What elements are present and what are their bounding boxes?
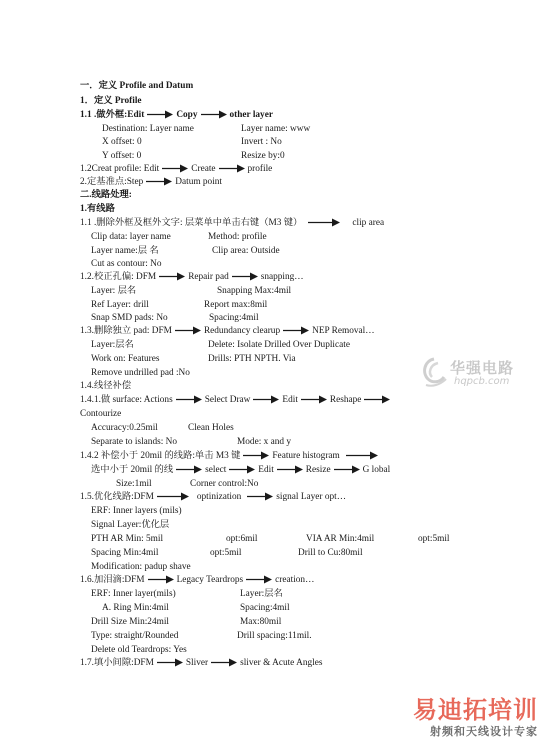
watermark-url: hqpcb.com xyxy=(454,376,510,387)
line-text: Copy xyxy=(176,110,198,120)
subsection-heading-2-1: 1.有线路 xyxy=(80,204,115,214)
section-heading-2: 二.线路处理: xyxy=(80,190,132,200)
line-text: sliver & Acute Angles xyxy=(240,658,323,668)
line-1-5-opt xyxy=(80,491,346,503)
hqpcb-swirl-icon xyxy=(420,357,448,389)
param-layer-name: Layer name: www xyxy=(241,124,311,134)
line-text: signal Layer opt… xyxy=(276,492,347,502)
arrow-right-icon xyxy=(301,395,327,404)
param-spacing-min: Spacing Min:4mil xyxy=(91,548,159,558)
line-text: 2.定基准点:Step xyxy=(80,177,144,187)
line-text: 1.1 .做外框:Edit xyxy=(80,110,145,120)
arrow-right-icon xyxy=(253,395,279,404)
arrow-right-icon xyxy=(277,465,303,474)
param-via-ar: VIA AR Min:4mil xyxy=(306,534,375,544)
line-text: creation… xyxy=(275,575,315,585)
line-1-7-sliver xyxy=(80,657,322,669)
watermark-title: 易迪拓培训 xyxy=(413,696,538,724)
param-remove-undrilled: Remove undrilled pad :No xyxy=(91,368,190,378)
param-layer: Layer: 层名 xyxy=(91,286,137,296)
line-text: Reshape xyxy=(329,395,362,405)
line-text: G lobal xyxy=(362,465,391,475)
arrow-right-icon xyxy=(229,465,255,474)
line-text: Redundancy clearup xyxy=(203,326,281,336)
line-text: Resize xyxy=(305,465,331,475)
param-layer: Layer:层名 xyxy=(240,589,283,599)
param-y-offset: Y offset: 0 xyxy=(102,151,142,161)
line-text: Edit xyxy=(258,465,274,475)
param-spacing-opt: opt:5mil xyxy=(210,548,242,558)
line-text: Select Draw xyxy=(204,395,251,405)
subsection-heading-1-1: 1．定义 Profile xyxy=(80,96,142,106)
param-delete-old: Delete old Teardrops: Yes xyxy=(91,645,187,655)
arrow-right-icon xyxy=(243,451,269,460)
param-ref-layer: Ref Layer: drill xyxy=(91,300,149,310)
line-text: other layer xyxy=(229,110,273,120)
line-text: clip area xyxy=(352,218,385,228)
line-text: 1.1 .删除外框及框外文字: 层菜单中单击右键（M3 键） xyxy=(80,218,303,228)
arrow-right-icon xyxy=(159,272,185,281)
param-resize: Resize by:0 xyxy=(241,151,285,161)
arrow-right-icon xyxy=(219,164,245,173)
line-2-datum xyxy=(80,176,222,188)
line-1-4-2-histogram xyxy=(80,450,381,462)
watermark-subtitle: 射频和天线设计专家 xyxy=(430,725,538,738)
line-text: 1.7.填小间隙:DFM xyxy=(80,658,154,668)
param-clip-area: Clip area: Outside xyxy=(212,246,280,256)
param-invert: Invert : No xyxy=(241,137,282,147)
line-text: Sliver xyxy=(185,658,209,668)
line-text: NEP Removal… xyxy=(312,326,375,336)
line-text: Datum point xyxy=(175,177,223,187)
arrow-right-icon xyxy=(176,465,202,474)
watermark-title: 华强电路 xyxy=(450,359,515,377)
param-accuracy: Accuracy:0.25mil xyxy=(91,423,158,433)
line-1-3-nep xyxy=(80,325,375,337)
line-1-1-clip xyxy=(80,217,384,229)
param-layer: Layer:层名 xyxy=(91,340,134,350)
param-drill-size-max: Max:80mil xyxy=(240,617,282,627)
param-erf-inner: ERF: Inner layer(mils) xyxy=(91,589,176,599)
param-size: Size:1mil xyxy=(116,479,152,489)
param-snapping-max: Snapping Max:4mil xyxy=(217,286,292,296)
line-select-resize xyxy=(91,464,390,476)
param-mode: Mode: x and y xyxy=(237,437,291,447)
param-drills: Drills: PTH NPTH. Via xyxy=(208,354,296,364)
param-spacing: Spacing:4mil xyxy=(209,313,259,323)
param-pth-opt: opt:6mil xyxy=(226,534,258,544)
arrow-right-icon xyxy=(308,218,340,227)
param-clip-data: Clip data: layer name xyxy=(91,232,171,242)
arrow-right-icon xyxy=(346,451,378,460)
arrow-right-icon xyxy=(146,177,172,186)
line-text: Feature histogram xyxy=(272,451,340,461)
line-text: 1.2Creat profile: Edit xyxy=(80,164,160,174)
param-ring-min: A. Ring Min:4mil xyxy=(102,603,169,613)
arrow-right-icon xyxy=(176,395,202,404)
line-1-1-frame xyxy=(80,109,273,121)
param-x-offset: X offset: 0 xyxy=(102,137,142,147)
arrow-right-icon xyxy=(157,492,189,501)
watermark-edatop xyxy=(383,690,538,745)
param-spacing: Spacing:4mil xyxy=(240,603,290,613)
line-1-2-snap xyxy=(80,271,304,283)
line-contourize: Contourize xyxy=(80,409,122,419)
line-text: select xyxy=(205,465,227,475)
param-layer-name: Layer name:层 名 xyxy=(91,246,159,256)
param-method: Method: profile xyxy=(208,232,267,242)
param-destination: Destination: Layer name xyxy=(102,124,194,134)
line-text: 1.3.删除独立 pad: DFM xyxy=(80,326,172,336)
param-snap-smd: Snap SMD pads: No xyxy=(91,313,168,323)
param-signal-layer: Signal Layer:优化层 xyxy=(91,520,170,530)
arrow-right-icon xyxy=(334,465,360,474)
param-drill-to-cu: Drill to Cu:80mil xyxy=(298,548,363,558)
param-delete: Delete: Isolate Drilled Over Duplicate xyxy=(208,340,350,350)
arrow-right-icon xyxy=(175,326,201,335)
line-text: 选中小于 20mil 的线 xyxy=(91,465,174,475)
param-type: Type: straight/Rounded xyxy=(91,631,179,641)
param-clean-holes: Clean Holes xyxy=(188,423,234,433)
arrow-right-icon xyxy=(364,395,390,404)
arrow-right-icon xyxy=(147,110,173,119)
line-text: Edit xyxy=(282,395,298,405)
arrow-right-icon xyxy=(246,575,272,584)
line-text: Repair pad xyxy=(188,272,229,282)
line-text: 1.6.加泪滴:DFM xyxy=(80,575,145,585)
line-1-2-profile xyxy=(80,163,272,175)
param-modification: Modification: padup shave xyxy=(91,562,191,572)
line-text: 1.4.1.做 surface: Actions xyxy=(80,395,173,405)
arrow-right-icon xyxy=(148,575,174,584)
watermark-hqpcb xyxy=(420,355,540,395)
arrow-right-icon xyxy=(201,110,227,119)
param-report-max: Report max:8mil xyxy=(204,300,268,310)
param-drill-size-min: Drill Size Min:24mil xyxy=(91,617,169,627)
line-text: Legacy Teardrops xyxy=(176,575,244,585)
line-text: profile xyxy=(247,164,273,174)
arrow-right-icon xyxy=(162,164,188,173)
line-text: 1.4.2 补偿小于 20mil 的线路:单击 M3 键 xyxy=(80,451,241,461)
param-corner-control: Corner control:No xyxy=(190,479,259,489)
arrow-right-icon xyxy=(232,272,258,281)
section-heading-1: 一．定义 Profile and Datum xyxy=(80,81,194,91)
arrow-right-icon xyxy=(247,492,273,501)
line-1-4: 1.4.线径补偿 xyxy=(80,381,132,391)
line-text: 1.5.优化线路:DFM xyxy=(80,492,154,502)
line-text: optinization xyxy=(196,492,242,502)
param-work-on: Work on: Features xyxy=(91,354,160,364)
param-erf: ERF: Inner layers (mils) xyxy=(91,506,182,516)
param-drill-spacing: Drill spacing:11mil. xyxy=(237,631,312,641)
line-text: 1.2.校正孔偏: DFM xyxy=(80,272,157,282)
line-1-4-1-surface xyxy=(80,394,393,406)
param-cut-contour: Cut as contour: No xyxy=(91,259,162,269)
param-pth-ar: PTH AR Min: 5mil xyxy=(91,534,164,544)
param-via-opt: opt:5mil xyxy=(418,534,450,544)
line-1-6-teardrops xyxy=(80,574,314,586)
line-text: Create xyxy=(191,164,216,174)
arrow-right-icon xyxy=(283,326,309,335)
arrow-right-icon xyxy=(157,658,183,667)
param-separate-islands: Separate to islands: No xyxy=(91,437,177,447)
arrow-right-icon xyxy=(211,658,237,667)
line-text: snapping… xyxy=(260,272,304,282)
